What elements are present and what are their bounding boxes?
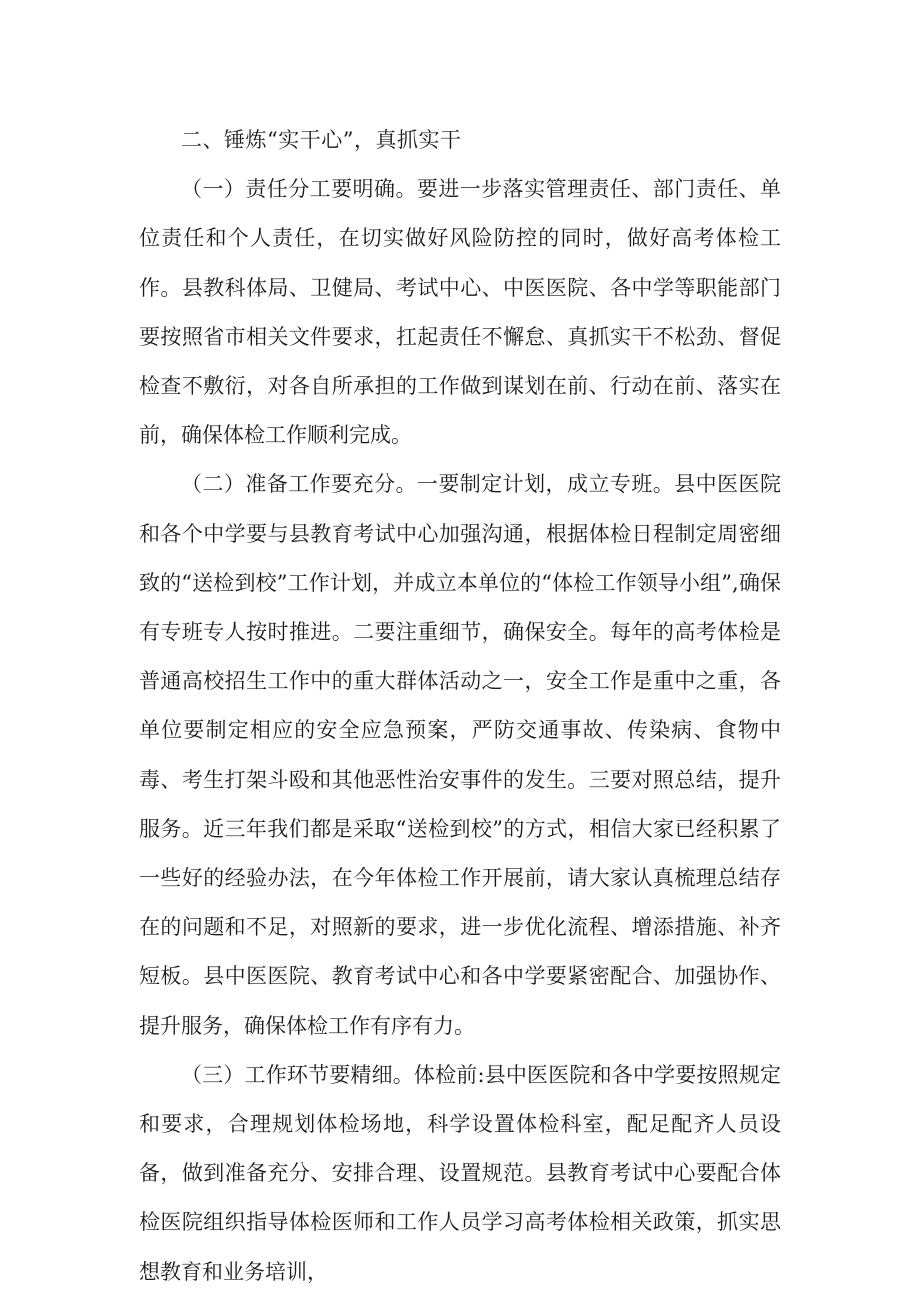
document-body <box>139 116 781 1297</box>
paragraph-preparation: （二）准备工作要充分。一要制定计划，成立专班。县中医医院和各个中学要与县教育考试中心加强沟通，根据体检日程制定周密细致的“送检到校”工作计划，并成立本单位的“体检工作领导小组”,确保有专班专人按时推进。二要注重细节，确保安全。每年的高考体检是普通高校招生工作中的重大群体活动之一，安全工作是重中之重，各单位要制定相应的安全应急预案，严防交通事故、传染病、食物中毒、考生打架斗殴和其他恶性治安事件的发生。三要对照总结，提升服务。近三年我们都是采取“送检到校”的方式，相信大家已经积累了一些好的经验办法，在今年体检工作开展前，请大家认真梳理总结存在的问题和不足，对照新的要求，进一步优化流程、增添措施、补齐短板。县中医医院、教育考试中心和各中学要紧密配合、加强协作、提升服务，确保体检工作有序有力。 <box>139 472 781 1038</box>
section-heading: 二、锤炼“实干心”，真抓实干 <box>181 128 462 152</box>
paragraph-procedures: （三）工作环节要精细。体检前:县中医医院和各中学要按照规定和要求，合理规划体检场地，科学设置体检科室，配足配齐人员设备，做到准备充分、安排合理、设置规范。县教育考试中心要配合体检医院组织指导体检医师和工作人员学习高考体检相关政策，抓实思想教育和业务培训， <box>139 1062 781 1284</box>
paragraph-responsibility: （一）责任分工要明确。要进一步落实管理责任、部门责任、单位责任和个人责任，在切实做好风险防控的同时，做好高考体检工作。县教科体局、卫健局、考试中心、中医医院、各中学等职能部门要按照省市相关文件要求，扛起责任不懈怠、真抓实干不松劲、督促检查不敷衍，对各自所承担的工作做到谋划在前、行动在前、落实在前，确保体检工作顺利完成。 <box>139 177 781 448</box>
